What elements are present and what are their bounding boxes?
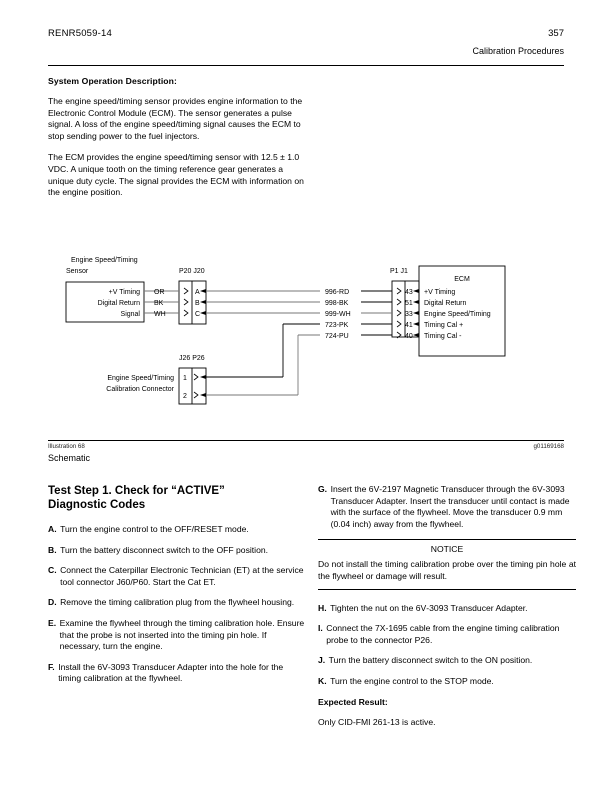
test-step-heading-line2: Diagnostic Codes <box>48 499 146 511</box>
expected-result-text: Only CID-FMI 261-13 is active. <box>318 716 436 727</box>
step-k-text: Turn the engine control to the STOP mode. <box>330 675 494 686</box>
step-e <box>48 618 306 653</box>
j26-pin-1: 1 <box>183 375 187 382</box>
test-step-heading <box>48 484 306 512</box>
notice-box <box>318 539 576 589</box>
step-g-text: Insert the 6V‑2197 Magnetic Transducer through the 6V‑3093 Transducer Adapter. Insert the transducer until contact is made with the surface of the flywheel. Move the transducer 0.9 mm (0.04 inch) away from the flywheel. <box>330 484 570 529</box>
step-i <box>318 623 576 646</box>
notice-bottom-divider <box>318 589 576 590</box>
step-f-text: Install the 6V‑3093 Transducer Adapter into the hole for the timing calibration at the flywheel. <box>58 661 284 684</box>
wiring-schematic <box>48 240 564 425</box>
p20-pin-b: B <box>195 300 200 307</box>
left-column <box>48 484 306 694</box>
step-f-letter: F. <box>48 661 55 672</box>
ecm-pin-2: 51 <box>405 300 413 307</box>
sensor-pin-3: Signal <box>120 311 140 318</box>
ecm-func-4: Timing Cal + <box>424 322 464 329</box>
step-j-letter: J. <box>318 655 326 666</box>
step-i-text: Connect the 7X‑1695 cable from the engine timing calibration probe to the connector P26. <box>326 623 560 645</box>
j26-pin-2: 2 <box>183 393 187 400</box>
document-number: RENR5059-14 <box>48 28 112 39</box>
step-k-letter: K. <box>318 675 327 686</box>
expected-result-heading: Expected Result: <box>318 696 388 707</box>
step-i-letter: I. <box>318 623 323 634</box>
notice-text: Do not install the timing calibration probe over the timing pin hole at the flywheel or damage will result. <box>318 559 576 581</box>
illustration-title: Schematic <box>48 453 91 463</box>
ecm-pin-3: 33 <box>405 311 413 318</box>
illustration-number: Illustration 68 <box>48 443 85 450</box>
test-step-heading-line1: Test Step 1. Check for “ACTIVE” <box>48 485 225 497</box>
ecm-pin-4: 41 <box>405 322 413 329</box>
section-title: Calibration Procedures <box>472 46 564 56</box>
p20-pin-c: C <box>195 311 201 318</box>
step-h-letter: H. <box>318 602 327 613</box>
step-g <box>318 484 576 530</box>
step-d <box>48 597 306 609</box>
step-a-letter: A. <box>48 524 57 534</box>
wire-color-1: OR <box>154 289 165 296</box>
header-divider <box>48 65 564 66</box>
wire-id-5: 724-PU <box>325 333 349 340</box>
p20-pin-a: A <box>195 289 200 296</box>
ecm-func-5: Timing Cal - <box>424 333 462 340</box>
sensor-pin-2: Digital Return <box>97 300 140 307</box>
page-number: 357 <box>548 28 564 39</box>
wire-id-3: 999-WH <box>325 311 351 318</box>
wire-id-4: 723-PK <box>325 322 349 329</box>
step-j <box>318 655 576 667</box>
step-a <box>48 524 306 536</box>
wire-id-1: 996-RD <box>325 289 350 296</box>
notice-title: NOTICE <box>430 544 464 555</box>
sensor-title-line1: Engine Speed/Timing <box>71 257 138 264</box>
p20-j20-label: P20 J20 <box>179 268 205 275</box>
cal-connector-label-line1: Engine Speed/Timing <box>107 375 174 382</box>
cal-connector-label-line2: Calibration Connector <box>106 386 174 393</box>
step-c-text: Connect the Caterpillar Electronic Technician (ET) at the service tool connector J60/P60. Start the Cat ET. <box>60 565 304 587</box>
p1-j1-label: P1 J1 <box>390 268 408 275</box>
step-d-letter: D. <box>48 597 57 608</box>
ecm-pin-1: 43 <box>405 289 413 296</box>
step-e-text: Examine the flywheel through the timing calibration hole. Ensure that the probe is not inserted into the timing pin hole. If necessary, turn the engine. <box>59 617 305 652</box>
description-title: System Operation Description: <box>48 76 177 86</box>
description-paragraph-2: The ECM provides the engine speed/timing sensor with 12.5 ± 1.0 VDC. A unique tooth on the timing reference gear generates a unique duty cycle. The signal provides the ECM with information on the engine position. <box>48 152 304 198</box>
step-e-letter: E. <box>48 617 57 628</box>
step-b-letter: B. <box>48 544 57 555</box>
description-paragraph-1: The engine speed/timing sensor provides engine information to the Electronic Control Module (ECM). The sensor generates a pulse signal. A loss of the engine speed/timing signal causes the ECM to stop sending power to the fuel injectors. <box>48 96 303 141</box>
step-f <box>48 662 306 685</box>
illustration-caption-block <box>48 440 564 463</box>
step-c <box>48 565 306 588</box>
step-j-text: Turn the battery disconnect switch to the ON position. <box>328 655 533 666</box>
step-h <box>318 603 576 615</box>
step-a-text: Turn the engine control to the OFF/RESET mode. <box>60 524 249 534</box>
step-g-letter: G. <box>318 484 328 494</box>
illustration-divider <box>48 440 564 441</box>
ecm-func-1: +V Timing <box>424 289 456 296</box>
system-operation-description <box>48 76 306 199</box>
step-d-text: Remove the timing calibration plug from the flywheel housing. <box>60 597 295 608</box>
ecm-pin-5: 40 <box>405 333 413 340</box>
step-c-letter: C. <box>48 565 57 576</box>
page-header <box>48 28 564 66</box>
schematic-svg <box>48 240 564 425</box>
ecm-func-3: Engine Speed/Timing <box>424 311 491 318</box>
j26-p26-label: J26 P26 <box>179 355 205 362</box>
ecm-func-2: Digital Return <box>424 300 467 307</box>
ecm-label: ECM <box>454 276 470 283</box>
sensor-title-line2: Sensor <box>66 268 89 275</box>
wire-color-3: WH <box>154 311 166 318</box>
step-b <box>48 545 306 557</box>
wire-id-2: 998-BK <box>325 300 349 307</box>
step-b-text: Turn the battery disconnect switch to the OFF position. <box>60 544 269 555</box>
sensor-pin-1: +V Timing <box>108 289 140 296</box>
step-k <box>318 676 576 688</box>
illustration-graphic-id: g01169168 <box>533 443 564 450</box>
right-column <box>318 484 576 728</box>
wire-color-2: BK <box>154 300 164 307</box>
step-h-text: Tighten the nut on the 6V‑3093 Transducer Adapter. <box>330 602 528 613</box>
